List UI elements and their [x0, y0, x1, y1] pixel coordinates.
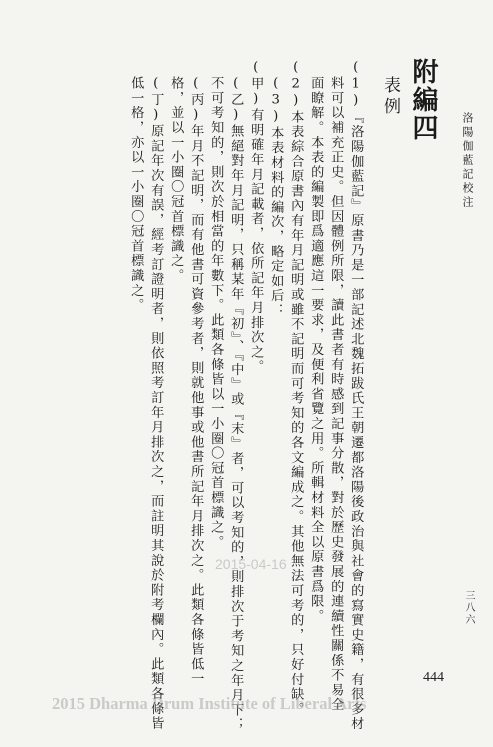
body-column: (2)本表綜合原書內有年月記明或雖不記明而可考知的各文編成之。其他無法可考的，只好付缺。 [288, 60, 304, 717]
watermark-date: 2015-04-16 [215, 556, 287, 572]
body-column: (甲)有明確年月記載者，依所記年月排次之。 [248, 60, 264, 375]
body-column: (丁)原記年次有誤，經考訂證明者，則依照考訂年月排次之，而註明其說於附考欄內。此類各條皆 [148, 76, 164, 731]
section-title: 表例 [380, 76, 400, 118]
body-column: 不可考知的，則次於相當的年數下。此類各條皆以一小圈〇冠首標識之。 [208, 76, 224, 550]
body-column: 低一格，亦以一小圈〇冠首標識之。 [128, 76, 144, 313]
page-number: 444 [423, 670, 444, 685]
chapter-title: 附編四 [408, 58, 438, 142]
running-head: 洛陽伽藍記校注 [461, 112, 474, 210]
body-column: (乙)無絕對年月記明，只稱某年『初』、『中』或『末』者，可以考知的，則排次于考知之年月下； [228, 76, 244, 733]
body-column: (丙)年月不記明，而有他書可資參考者，則就他事或他書所記年月排次之。此類各條皆低一 [188, 76, 204, 687]
page-number-chinese: 三八六 [463, 590, 474, 626]
body-column: 格，並以一小圈〇冠首標識之。 [168, 76, 184, 284]
body-column: 面瞭解。本表的編製即爲適應這一要求，及便利省覽之用。所輯材料全以原書爲限。 [308, 76, 324, 624]
watermark-institute: 2015 Dharma Drum Institute of Liberal Arts [52, 694, 367, 713]
body-column: 料可以補充正史。但因體例所限，讀此書者有時感到記事分散，對於歷史發展的連續性關係不易全 [328, 76, 344, 713]
body-column: (1)『洛陽伽藍記』原書乃是一部記述北魏拓跋氏王朝遷都洛陽後政治與社會的寫實史籍，有很多材 [348, 60, 364, 732]
body-column: (3)本表材料的編次，略定如后： [268, 76, 284, 319]
